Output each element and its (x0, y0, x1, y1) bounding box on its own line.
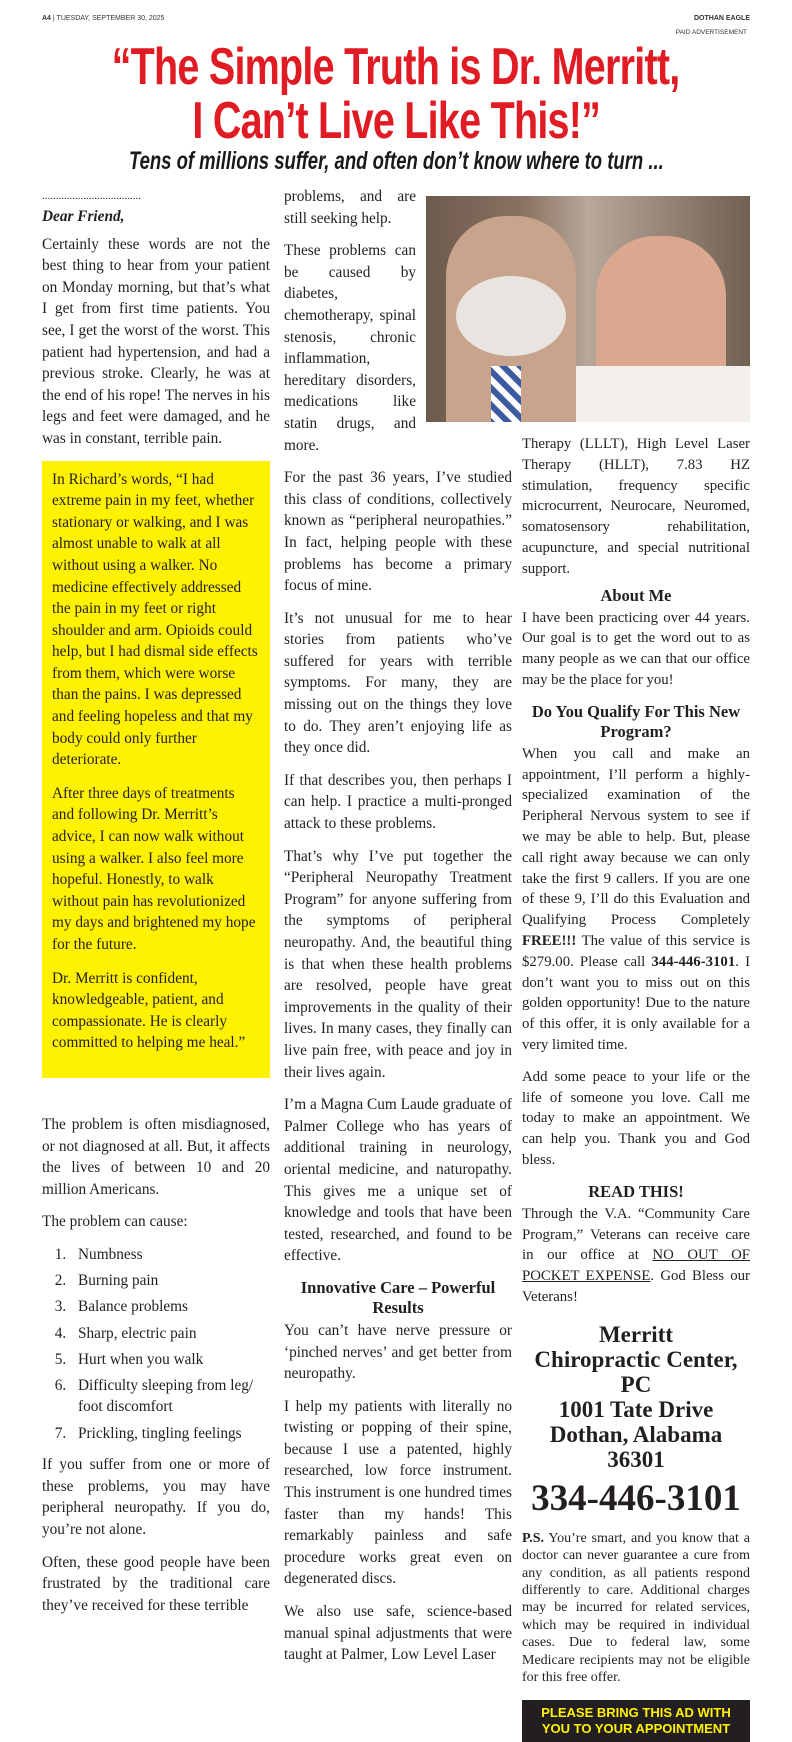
list-item: 5. Hurt when you walk (70, 1349, 270, 1371)
section-heading: READ THIS! (588, 1181, 684, 1201)
column-3 (522, 434, 750, 1742)
list-item: 2. Burning pain (70, 1270, 270, 1292)
section-heading: About Me (600, 585, 672, 605)
body-paragraph: I have been practicing over 44 years. Our goal is to get the word out to as many people as we can that our office may be the place for you! (522, 609, 750, 688)
banner-line: YOU TO YOUR APPOINTMENT (541, 1721, 731, 1737)
body-paragraph: The problem can cause: (42, 1213, 188, 1231)
section-heading: Innovative Care – Powerful Results (300, 1277, 496, 1317)
banner-line: PLEASE BRING THIS AD WITH (541, 1705, 731, 1721)
body-paragraph: If that describes you, then perhaps I can help. I practice a multi-pronged attack to these problems. (284, 771, 512, 833)
phone-number[interactable]: 334-446-3101 (531, 1477, 741, 1519)
page-number: A4 (42, 15, 51, 22)
column-1 (42, 190, 270, 1627)
business-name: Merritt (598, 1321, 674, 1347)
body-paragraph: We also use safe, science-based manual spinal adjustments that were taught at Palmer, Low Level Laser (284, 1603, 512, 1664)
va-paragraph: Through the V.A. “Community Care Program,” Veterans can receive care in our office at NO OUT OF POCKET EXPENSE. God Bless our Veterans! (522, 1205, 750, 1305)
testimonial-paragraph: In Richard’s words, “I had extreme pain in my feet, whether stationary or walking, and I was almost unable to walk at all without using a walker. No medicine effectively addressed the pain in my feet or right shoulder and arm. Opioids could help, but I had dismal side effects from them, which were worse than the pains. I was depressed and feeling hopeless and that my body could only further deteriorate. (52, 470, 258, 769)
body-paragraph: These problems can be caused by diabetes, chemotherapy, spinal stenosis, chronic inflammation, hereditary disorders, medications like statin drugs, and more. (284, 242, 416, 454)
body-paragraph: That’s why I’ve put together the “Peripheral Neuropathy Treatment Program” for anyone suffering from the symptoms of peripheral neuropathy. And, the beautiful thing is that when these health problems are resolved, people have great improvements in the quality of their lives. In many cases, they finally can live pain free, with peace and joy in their lives again. (284, 847, 512, 1081)
intro-paragraph: Certainly these words are not the best thing to hear from your patient on Monday morning, but that’s what I get from first time patients. You see, I get the worst of the worst. This patient had hypertension, and had a previous stroke. Clearly, he was at the end of his rope! The nerves in his legs and feet were damaged, and he was in constant, terrible pain. (42, 235, 270, 447)
ps-paragraph: P.S. You’re smart, and you know that a doctor can never guarantee a cure from any condition, as all patients respond differently to care. Additional charges may be incurred for related services, which may be required in individual cases. Due to federal law, some Medicare recipients may not be eligible for this free offer. (522, 1530, 750, 1685)
qualify-paragraph: When you call and make an appointment, I’ll perform a highly-specialized examination of the Peripheral Nervous system to see if we may be able to help. But, please call right away because we can only take the first 9 callers. If you are one of these 9, I’ll do this Evaluation and Qualifying Process Completely FREE!!! The value of this service is $279.00. Please call 344-446-3101. I don’t want you to miss out on this golden opportunity! Due to the nature of this offer, it is only available for a very limited time. (522, 745, 751, 1053)
shirt-shape (576, 366, 750, 422)
body-paragraph: You can’t have nerve pressure or ‘pinched nerves’ and get better from neuropathy. (284, 1321, 512, 1383)
paid-ad-label: PAID ADVERTISEMENT (675, 29, 747, 36)
body-paragraph: I’m a Magna Cum Laude graduate of Palmer College who has years of additional training in neurology, oriental medicine, and naturopathy. This gives me a unique set of knowledge and tools that have been tested, researched, and found to be effective. (284, 1096, 512, 1265)
testimonial-box (42, 461, 270, 1078)
subheadline: Tens of millions suffer, and often don’t know where to turn ... (128, 147, 664, 175)
body-paragraph: For the past 36 years, I’ve studied this class of conditions, collectively known as “peripheral neuropathies.” In fact, helping people with these problems has become a primary focus of mine. (284, 469, 512, 595)
body-paragraph: The problem is often misdiagnosed, or not diagnosed at all. But, it affects the lives of between 10 and 20 million Americans. (42, 1115, 270, 1198)
business-name-line2: Chiropractic Center, PC (534, 1346, 738, 1397)
phone-link[interactable]: 344-446-3101 (651, 953, 736, 970)
issue-date: TUESDAY, SEPTEMBER 30, 2025 (56, 15, 165, 22)
section-heading: Do You Qualify For This New Program? (531, 701, 741, 741)
testimonial-paragraph: After three days of treatments and following Dr. Merritt’s advice, I can now walk without using a walker. I also feel more hopeful. Honestly, to walk without pain has revolutionized my days and brightened my hope for the future. (52, 784, 256, 953)
business-address (522, 1322, 750, 1472)
symptom-list (70, 1244, 270, 1444)
column-2 (284, 186, 512, 1677)
body-paragraph: I help my patients with literally no twisting or popping of their spine, because I use a patented, highly researched, low force instrument. This instrument is one hundred times faster than my hands! This remarkably painless and safe procedure works great even on degenerated discs. (284, 1397, 512, 1588)
headline-line1: “The Simple Truth is Dr. Merritt, (112, 38, 680, 96)
divider-dots: .................................... (42, 190, 141, 202)
list-item: 3. Balance problems (70, 1296, 270, 1318)
body-paragraph: Therapy (LLLT), High Level Laser Therapy (HLLT), 7.83 HZ stimulation, frequency specific microcurrent, Neurocare, Neuromed, somatosensory rehabilitation, acupuncture, and special nutritional support. (522, 436, 750, 577)
paper-name: DOTHAN EAGLE (694, 15, 750, 22)
list-item: 4. Sharp, electric pain (70, 1323, 270, 1345)
body-paragraph: Add some peace to your life or the life of someone you love. Call me today to make an appointment. We can help you. Thank you and God bless. (522, 1068, 750, 1168)
body-paragraph: Often, these good people have been frustrated by the traditional care they’ve received for these terrible (42, 1553, 270, 1614)
page-folio: A4 | TUESDAY, SEPTEMBER 30, 2025 (42, 15, 165, 22)
body-paragraph: If you suffer from one or more of these problems, you may have peripheral neuropathy. If you do, you’re not alone. (42, 1456, 270, 1539)
city-state-zip: Dothan, Alabama 36301 (549, 1421, 723, 1472)
list-item: 7. Prickling, tingling feelings (70, 1423, 270, 1445)
list-item: 6. Difficulty sleeping from leg/ foot discomfort (70, 1375, 270, 1418)
headline-line2: I Can’t Live Like This!” (192, 92, 600, 150)
street-address: 1001 Tate Drive (558, 1396, 714, 1422)
body-paragraph: problems, and are still seeking help. (284, 188, 416, 227)
testimonial-paragraph: Dr. Merritt is confident, knowledgeable, patient, and compassionate. He is clearly committed to helping me heal.” (52, 969, 246, 1052)
bring-ad-banner (522, 1700, 750, 1742)
body-paragraph: It’s not unusual for me to hear stories from patients who’ve suffered for years with terrible symptoms. For many, they are missing out on the things they love to do. They aren’t enjoying life as they once did. (284, 609, 512, 757)
salutation: Dear Friend, (42, 208, 125, 225)
list-item: 1. Numbness (70, 1244, 270, 1266)
